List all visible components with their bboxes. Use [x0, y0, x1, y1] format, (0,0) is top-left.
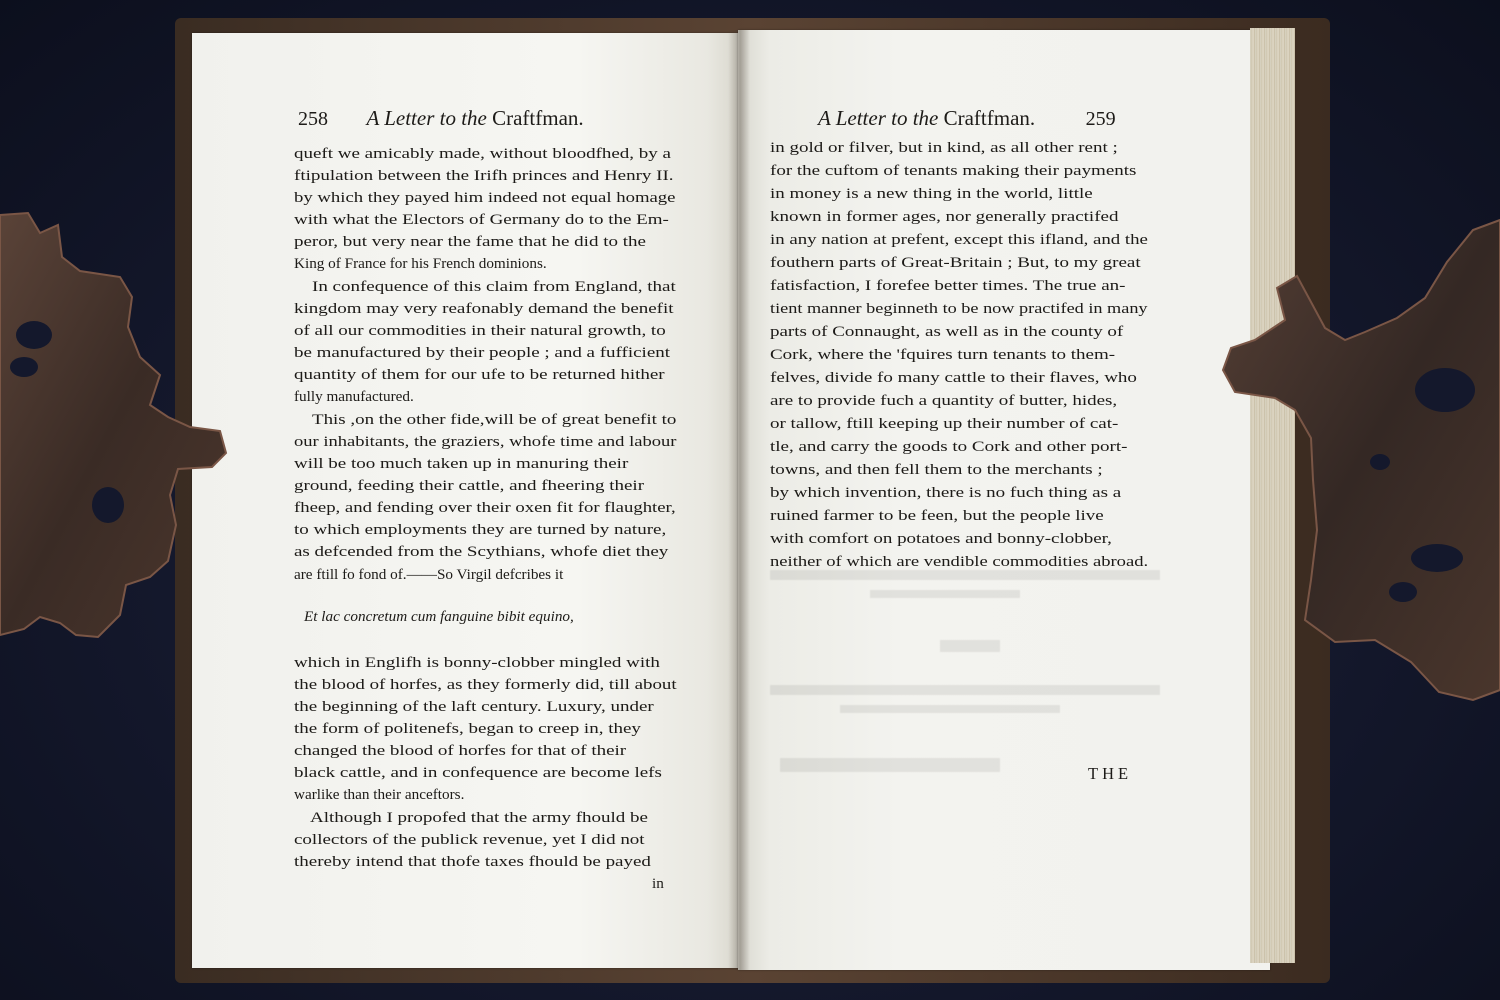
right-running-head: [818, 106, 1143, 136]
text-line: the beginning of the laft century. Luxury, under: [294, 698, 654, 715]
latin-quote-line: Et lac concretum cum fanguine bibit equino,: [304, 608, 574, 625]
text-line: our inhabitants, the graziers, whofe time and labour: [294, 433, 677, 450]
show-through-marks: [760, 560, 1180, 790]
text-line: neither of which are vendible commodities abroad.: [770, 553, 1149, 570]
text-line: ftipulation between the Irifh princes and Henry II.: [294, 167, 674, 184]
text-line: parts of Connaught, as well as in the county of: [770, 323, 1124, 340]
text-line: are ftill fo fond of.——So Virgil defcribes it: [294, 566, 564, 583]
text-line: felves, divide fo many cattle to their flaves, who: [770, 369, 1137, 386]
text-line: towns, and then fell them to the merchants ;: [770, 461, 1103, 478]
left-page-number: 258: [298, 108, 328, 130]
text-line: In confequence of this claim from England, that: [312, 278, 676, 295]
text-line: thereby intend that thofe taxes fhould be payed: [294, 853, 651, 870]
text-line: ruined farmer to be feen, but the people live: [770, 507, 1104, 524]
text-line: collectors of the publick revenue, yet I did not: [294, 831, 645, 848]
right-page-number: 259: [1085, 108, 1116, 130]
text-line: fully manufactured.: [294, 388, 414, 405]
text-line: be manufactured by their people ; and a fufficient: [294, 344, 671, 361]
text-line: queft we amicably made, without bloodfhed, by a: [294, 145, 671, 162]
catchword-the: THE: [1088, 764, 1133, 783]
text-line: for the cuftom of tenants making their payments: [770, 162, 1137, 179]
text-line: which in Englifh is bonny-clobber mingled with: [294, 654, 660, 671]
text-line: the form of politenefs, began to creep in, they: [294, 720, 641, 737]
metal-page-weight-left: [0, 205, 235, 675]
text-line: changed the blood of horfes for that of their: [294, 742, 627, 759]
left-running-title-prefix: A Letter to the: [366, 106, 487, 130]
text-line: of all our commodities in their natural growth, to: [294, 322, 666, 339]
text-line: fatisfaction, I forefee better times. The true an-: [770, 277, 1126, 294]
text-line: kingdom may very reafonably demand the benefit: [294, 300, 674, 317]
text-line: black cattle, and in confequence are become lefs: [294, 764, 662, 781]
text-line: by which invention, there is no fuch thing as a: [770, 484, 1122, 501]
left-running-title-word: Craftfman.: [492, 106, 584, 130]
text-line: or tallow, ftill keeping up their number of cat-: [770, 415, 1119, 432]
text-line: with what the Electors of Germany do to the Em-: [294, 211, 669, 228]
text-line: tle, and carry the goods to Cork and other port-: [770, 438, 1128, 455]
text-line: in gold or filver, but in kind, as all other rent ;: [770, 139, 1118, 156]
text-line: This ,on the other fide,will be of great benefit to: [312, 411, 677, 428]
book-gutter: [728, 30, 750, 970]
left-running-head: [298, 106, 608, 136]
text-line: as defcended from the Scythians, whofe diet they: [294, 543, 669, 560]
text-line: Although I propofed that the army fhould be: [310, 809, 648, 826]
catchword-in: in: [652, 875, 664, 892]
text-line: will be too much taken up in manuring their: [294, 455, 629, 472]
text-line: tient manner beginneth to be now practifed in many: [770, 300, 1148, 317]
left-page-text: [294, 144, 676, 904]
text-line: known in former ages, nor generally practifed: [770, 208, 1119, 225]
text-line: the blood of horfes, as they formerly did, till about: [294, 676, 677, 693]
text-line: fheep, and fending over their oxen fit for flaughter,: [294, 499, 676, 516]
text-line: are to provide fuch a quantity of butter, hides,: [770, 392, 1118, 409]
text-line: King of France for his French dominions.: [294, 255, 547, 272]
text-line: fouthern parts of Great-Britain ; But, to my great: [770, 254, 1141, 271]
text-line: ground, feeding their cattle, and fheering their: [294, 477, 645, 494]
metal-page-weight-right: [1215, 200, 1500, 720]
text-line: in any nation at prefent, except this ifland, and the: [770, 231, 1148, 248]
text-line: with comfort on potatoes and bonny-clobber,: [770, 530, 1112, 547]
right-running-title-prefix: A Letter to the: [818, 106, 939, 130]
text-line: to which employments they are turned by nature,: [294, 521, 667, 538]
right-running-title-word: Craftfman.: [943, 106, 1036, 130]
text-line: quantity of them for our ufe to be returned hither: [294, 366, 665, 383]
text-line: by which they payed him indeed not equal homage: [294, 189, 676, 206]
text-line: Cork, where the 'fquires turn tenants to them-: [770, 346, 1116, 363]
text-line: in money is a new thing in the world, little: [770, 185, 1093, 202]
right-page-text: [770, 138, 1148, 578]
text-line: warlike than their anceftors.: [294, 786, 465, 803]
text-line: peror, but very near the fame that he did to the: [294, 233, 646, 250]
